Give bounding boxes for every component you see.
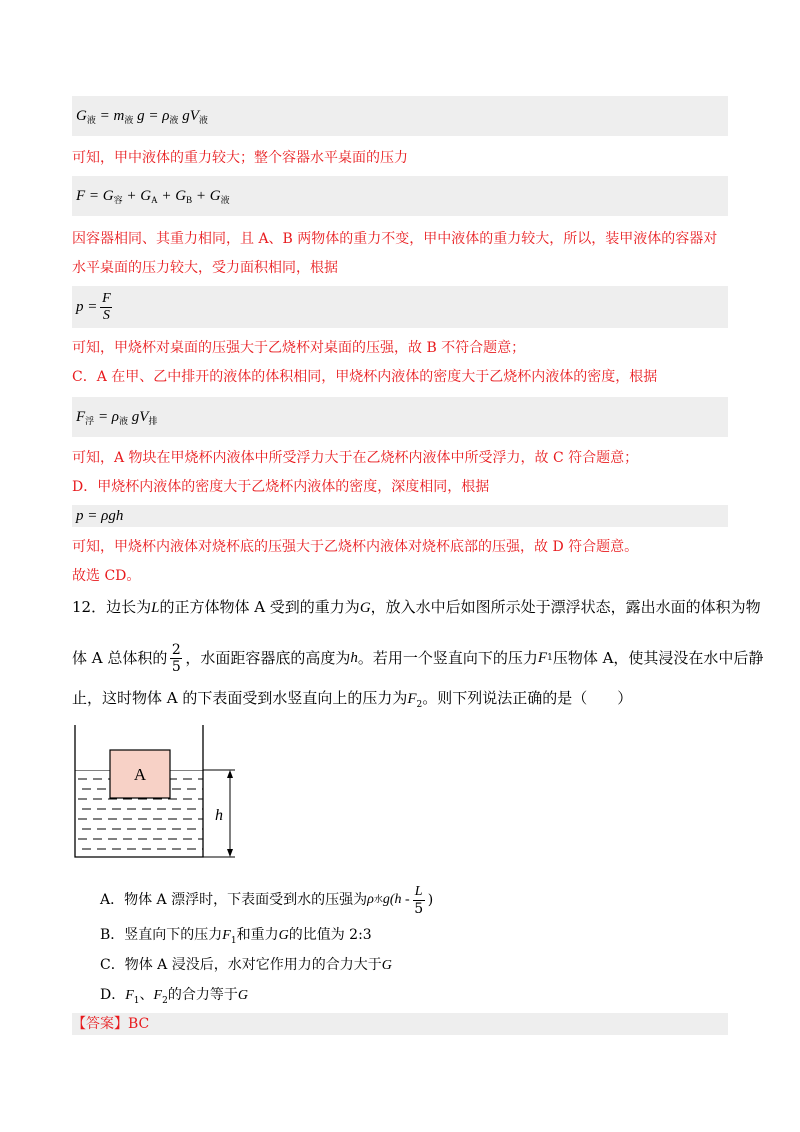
- explanation-line-1: 可知，甲中液体的重力较大；整个容器水平桌面的压力: [72, 150, 408, 166]
- explanation-line-2a: 因容器相同、其重力相同，且 A、B 两物体的重力不变，甲中液体的重力较大，所以，装甲液体的容器对: [72, 231, 718, 247]
- explanation-line-8: 故选 CD。: [72, 568, 141, 584]
- floating-block-diagram: [70, 720, 250, 862]
- question-line-1: 12．边长为L的正方体物体 A 受到的重力为G，放入水中后如图所示处于漂浮状态，露出水面的体积为物: [72, 598, 761, 616]
- block-a-label: A: [133, 765, 147, 784]
- question-line-3: 止，这时物体 A 的下表面受到水竖直向上的压力为$F_2$。则下列说法正确的是（ ）: [72, 689, 633, 710]
- question-line-2: 体 A 总体积的 $\frac{2}{5}$ ，水面距容器底的高度为 h 。若用一个竖直向下的压力 F 1 压物体 A，使其浸没在水中后静: [72, 641, 764, 675]
- option-b[interactable]: B．竖直向下的压力$F_1$和重力G的比值为 2:3: [100, 927, 372, 946]
- formula-liquid-pressure: p = ρgh: [72, 505, 728, 527]
- explanation-line-5: 可知，A 物块在甲烧杯内液体中所受浮力大于在乙烧杯内液体中所受浮力，故 C 符合题意；: [72, 450, 639, 466]
- answer-box: [72, 1013, 728, 1035]
- explanation-line-2b: 水平桌面的压力较大，受力面积相同，根据: [72, 260, 338, 276]
- formula-pressure-definition: p = $\frac{F}{S}$: [72, 286, 728, 328]
- fraction-l-over-5: $\frac{L}{5}$: [414, 883, 424, 917]
- fraction-two-fifths: $\frac{2}{5}$: [171, 641, 181, 675]
- option-d[interactable]: D．$F_1$、$F_2$的合力等于G: [100, 987, 248, 1006]
- answer-text: 【答案】BC: [72, 1016, 150, 1032]
- explanation-line-3: 可知，甲烧杯对桌面的压强大于乙烧杯对桌面的压强，故 B 不符合题意；: [72, 340, 526, 356]
- fraction-f-over-s: $\frac{F}{S}$: [102, 290, 111, 323]
- formula-buoyancy: $F_浮 = \rho_液$ $gV_排$: [72, 397, 728, 437]
- formula-gravity-liquid: $G_液 = m_液$ $g = \rho_液$ $gV_液$: [72, 96, 728, 136]
- formula-pressure-force: $F = G_容 + G_A + G_B + G_液$: [72, 176, 728, 216]
- height-label: h: [215, 807, 223, 824]
- option-a[interactable]: A．物体 A 漂浮时，下表面受到水的压强为 ρ 水 g(h - $\frac{L}{5}$ ): [100, 883, 434, 917]
- explanation-line-7: 可知，甲烧杯内液体对烧杯底的压强大于乙烧杯内液体对烧杯底部的压强，故 D 符合题意。: [72, 539, 639, 555]
- explanation-line-6: D．甲烧杯内液体的密度大于乙烧杯内液体的密度，深度相同，根据: [72, 479, 490, 495]
- explanation-line-4: C．A 在甲、乙中排开的液体的体积相同，甲烧杯内液体的密度大于乙烧杯内液体的密度，根据: [72, 369, 658, 385]
- option-c[interactable]: C．物体 A 浸没后，水对它作用力的合力大于G: [100, 957, 392, 973]
